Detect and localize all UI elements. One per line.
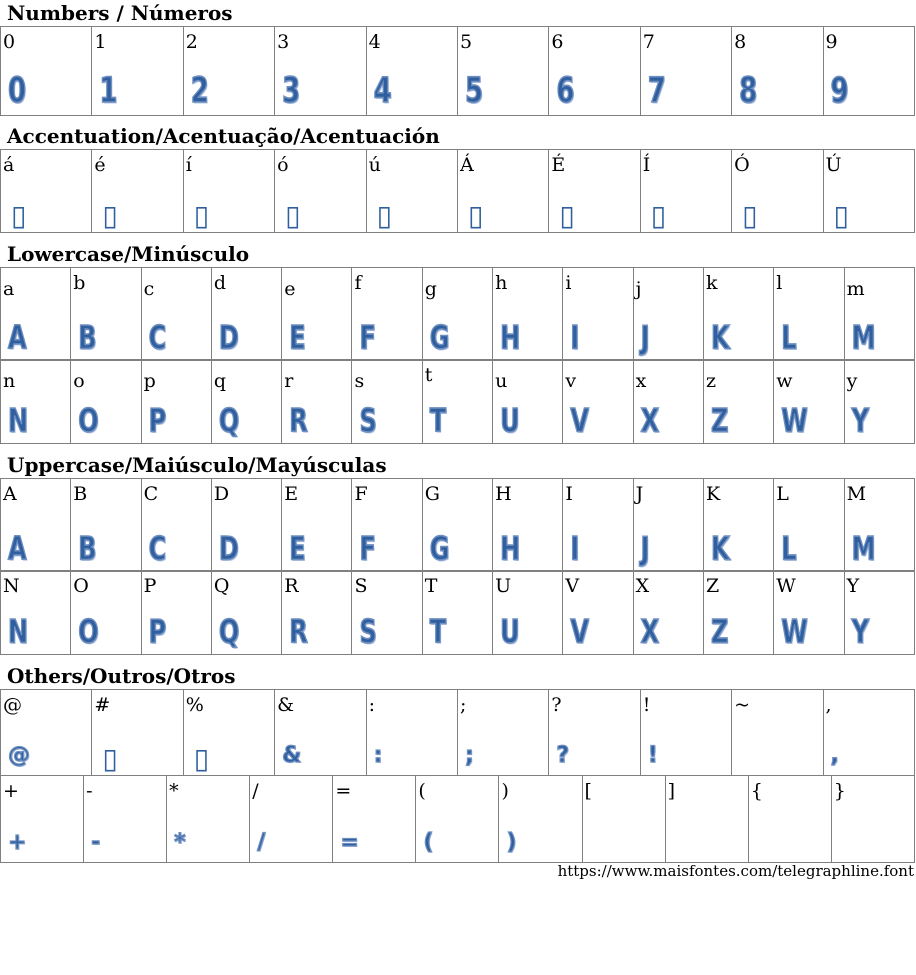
glyph-cell [457, 690, 548, 776]
glyph-label: R [284, 575, 299, 597]
lowercase-grid-1 [0, 267, 915, 361]
glyph-cell [71, 268, 141, 361]
glyph-cell [211, 268, 281, 361]
glyph-label: 4 [368, 31, 381, 53]
glyph-cell [774, 479, 844, 572]
glyph-cell [422, 479, 492, 572]
glyph-label: ! [642, 694, 651, 716]
font-glyph: ; [464, 743, 474, 768]
glyph-label: # [94, 694, 111, 716]
glyph-cell [141, 268, 211, 361]
font-glyph: 4 [373, 71, 392, 112]
glyph-cell [92, 27, 183, 116]
font-glyph: Z [710, 401, 729, 440]
glyph-label: w [776, 370, 793, 392]
font-glyph: M [851, 318, 876, 357]
glyph-cell [141, 571, 211, 655]
glyph-cell [183, 690, 274, 776]
glyph-label: M [846, 483, 867, 505]
glyph-label: B [73, 483, 88, 505]
font-glyph: ▯ [193, 199, 210, 232]
font-glyph: O [78, 612, 99, 651]
glyph-label: U [495, 575, 512, 597]
glyph-cell [333, 776, 416, 863]
glyph-cell [1, 360, 71, 444]
glyph-cell [640, 27, 731, 116]
font-glyph: 0 [8, 71, 27, 112]
glyph-label: 2 [185, 31, 198, 53]
numbers-grid [0, 26, 915, 116]
glyph-cell [183, 27, 274, 116]
glyph-cell [703, 268, 773, 361]
font-glyph: 6 [556, 71, 575, 112]
glyph-label: 8 [734, 31, 747, 53]
glyph-label: F [354, 483, 368, 505]
glyph-cell [71, 479, 141, 572]
glyph-label: Ú [825, 154, 842, 176]
glyph-cell [366, 27, 457, 116]
font-glyph: B [78, 318, 97, 357]
font-glyph: H [500, 318, 521, 357]
glyph-cell [823, 690, 914, 776]
font-glyph: A [8, 318, 27, 357]
font-glyph: ▯ [467, 199, 484, 232]
glyph-label: ; [459, 694, 467, 716]
lowercase-grid-2 [0, 359, 915, 444]
glyph-label: d [213, 272, 227, 294]
glyph-label: o [73, 370, 85, 392]
font-glyph: R [289, 612, 308, 651]
section-title-lowercase: Lowercase/Minúsculo [7, 242, 250, 266]
font-glyph: E [289, 318, 306, 357]
glyph-label: @ [3, 694, 22, 716]
glyph-label: H [495, 483, 512, 505]
font-glyph: R [289, 401, 308, 440]
glyph-cell [844, 571, 914, 655]
section-title-others: Others/Outros/Otros [7, 664, 236, 688]
glyph-label: D [213, 483, 230, 505]
font-glyph: + [8, 830, 27, 855]
glyph-label: í [185, 154, 192, 176]
glyph-label: x [635, 370, 647, 392]
section-title-uppercase: Uppercase/Maiúsculo/Mayúsculas [7, 453, 387, 477]
glyph-cell [493, 268, 563, 361]
glyph-label: N [3, 575, 20, 597]
glyph-label: f [354, 272, 362, 294]
glyph-label: 1 [94, 31, 107, 53]
font-glyph: - [91, 830, 101, 855]
glyph-label: k [705, 272, 718, 294]
glyph-label: , [825, 694, 832, 716]
glyph-label: ) [501, 780, 509, 802]
glyph-label: Z [705, 575, 720, 597]
accents-grid [0, 149, 915, 233]
glyph-label: Y [846, 575, 860, 597]
glyph-cell [211, 571, 281, 655]
font-glyph: H [500, 529, 521, 568]
font-glyph: W [781, 612, 808, 651]
glyph-label: a [3, 278, 15, 300]
source-url[interactable]: https://www.maisfontes.com/telegraphline.font [557, 862, 914, 880]
font-glyph: T [429, 401, 447, 440]
glyph-cell [633, 268, 703, 361]
glyph-label: q [213, 370, 227, 392]
glyph-label: I [565, 483, 573, 505]
font-glyph: N [8, 612, 29, 651]
font-glyph: Q [218, 612, 240, 651]
glyph-cell [732, 27, 823, 116]
font-glyph: I [570, 318, 580, 357]
font-glyph: 5 [464, 71, 484, 112]
glyph-cell [563, 479, 633, 572]
glyph-cell [1, 150, 92, 233]
glyph-label: E [284, 483, 299, 505]
glyph-cell [1, 571, 71, 655]
glyph-label: Í [642, 154, 651, 176]
glyph-cell [167, 776, 250, 863]
uppercase-grid-2 [0, 570, 915, 655]
glyph-label: : [368, 694, 375, 716]
font-glyph: M [851, 529, 876, 568]
font-glyph: B [78, 529, 97, 568]
glyph-cell [275, 690, 366, 776]
glyph-cell [549, 690, 640, 776]
font-glyph: ▯ [102, 199, 118, 232]
glyph-cell [732, 150, 823, 233]
glyph-label: G [424, 483, 440, 505]
glyph-cell [633, 571, 703, 655]
font-glyph: E [289, 529, 306, 568]
font-glyph: Y [851, 401, 869, 440]
font-glyph: F [359, 318, 376, 357]
glyph-cell [1, 776, 84, 863]
font-glyph: 1 [99, 71, 118, 112]
glyph-cell [275, 27, 366, 116]
font-glyph: S [359, 401, 377, 440]
glyph-label: V [565, 575, 580, 597]
glyph-cell [774, 268, 844, 361]
font-glyph: T [429, 612, 447, 651]
font-glyph: G [429, 318, 450, 357]
glyph-label: 9 [825, 31, 838, 53]
font-glyph: ▯ [559, 199, 575, 232]
glyph-label: P [143, 575, 157, 597]
glyph-label: K [705, 483, 721, 505]
glyph-cell [366, 690, 457, 776]
glyph-label: p [143, 370, 156, 392]
font-glyph: = [340, 830, 359, 855]
section-title-accents: Accentuation/Acentuação/Acentuación [7, 124, 440, 148]
glyph-cell [1, 479, 71, 572]
glyph-label: i [565, 272, 572, 294]
font-glyph: 9 [830, 71, 849, 112]
glyph-cell [282, 268, 352, 361]
glyph-cell [493, 479, 563, 572]
uppercase-grid-1 [0, 478, 915, 572]
font-glyph: D [218, 529, 239, 568]
glyph-label: T [424, 575, 438, 597]
glyph-cell [416, 776, 499, 863]
glyph-label: J [635, 483, 644, 505]
glyph-label: Q [213, 575, 230, 597]
glyph-cell [774, 571, 844, 655]
font-glyph: G [429, 529, 450, 568]
glyph-cell [732, 690, 823, 776]
font-glyph: U [500, 401, 520, 440]
glyph-label: X [635, 575, 650, 597]
glyph-cell [366, 150, 457, 233]
glyph-label: É [551, 154, 566, 176]
glyph-label: ( [418, 780, 426, 802]
glyph-cell [92, 150, 183, 233]
glyph-cell [493, 571, 563, 655]
glyph-cell [563, 360, 633, 444]
font-glyph: W [781, 401, 808, 440]
glyph-cell [1, 268, 71, 361]
font-glyph: ▯ [833, 199, 849, 232]
glyph-cell [352, 571, 422, 655]
glyph-label: + [3, 780, 19, 802]
glyph-label: 5 [459, 31, 473, 53]
glyph-cell [499, 776, 582, 863]
glyph-cell [141, 479, 211, 572]
font-glyph: 3 [282, 71, 301, 112]
font-glyph: / [257, 830, 266, 855]
section-title-numbers: Numbers / Números [7, 1, 233, 25]
glyph-label: A [3, 483, 17, 505]
glyph-cell [582, 776, 665, 863]
font-glyph: ▯ [742, 199, 758, 232]
font-glyph: @ [8, 743, 30, 768]
font-glyph: 8 [739, 71, 758, 112]
glyph-cell [282, 479, 352, 572]
glyph-label: b [73, 272, 86, 294]
glyph-label: t [424, 364, 433, 386]
font-glyph: V [570, 612, 589, 651]
glyph-cell [549, 150, 640, 233]
glyph-label: c [143, 278, 155, 300]
glyph-label: v [565, 370, 577, 392]
font-glyph: D [218, 318, 239, 357]
font-glyph: O [78, 401, 99, 440]
glyph-cell [1, 690, 92, 776]
glyph-label: 0 [3, 31, 16, 53]
font-glyph: K [710, 318, 730, 357]
font-glyph: Q [218, 401, 240, 440]
glyph-cell [640, 150, 731, 233]
glyph-cell [633, 360, 703, 444]
glyph-cell [352, 479, 422, 572]
glyph-label: h [495, 272, 508, 294]
glyph-label: n [3, 370, 16, 392]
glyph-cell [141, 360, 211, 444]
glyph-label: Á [459, 154, 474, 176]
glyph-label: ~ [734, 694, 751, 716]
glyph-label: [ [584, 780, 592, 802]
glyph-label: = [335, 780, 352, 802]
glyph-label: - [86, 780, 93, 802]
glyph-label: g [424, 278, 437, 300]
glyph-label: * [169, 780, 179, 802]
font-glyph: ? [556, 743, 570, 768]
glyph-cell [823, 27, 914, 116]
glyph-cell [844, 360, 914, 444]
glyph-label: s [354, 370, 365, 392]
glyph-label: y [846, 370, 858, 392]
font-glyph: ▯ [102, 742, 118, 775]
font-glyph: Z [710, 612, 729, 651]
glyph-label: á [3, 154, 15, 176]
glyph-label: 3 [277, 31, 290, 53]
glyph-label: / [252, 780, 259, 802]
glyph-label: ? [551, 694, 562, 716]
glyph-cell [493, 360, 563, 444]
glyph-label: l [776, 272, 783, 294]
glyph-cell [640, 690, 731, 776]
glyph-label: ú [368, 154, 381, 176]
font-glyph: , [830, 743, 839, 768]
font-glyph: L [781, 529, 797, 568]
glyph-cell [352, 268, 422, 361]
font-glyph: I [570, 529, 580, 568]
glyph-cell [282, 360, 352, 444]
glyph-cell [282, 571, 352, 655]
font-glyph: ▯ [285, 199, 301, 232]
glyph-cell [211, 360, 281, 444]
font-glyph: U [500, 612, 520, 651]
glyph-label: ] [667, 780, 676, 802]
glyph-cell [844, 479, 914, 572]
font-glyph: ( [423, 830, 434, 855]
glyph-cell [748, 776, 831, 863]
font-glyph: C [148, 318, 167, 357]
glyph-label: { [750, 780, 763, 802]
glyph-label: j [635, 278, 642, 300]
others-grid-2 [0, 775, 915, 863]
glyph-cell [84, 776, 167, 863]
glyph-cell [352, 360, 422, 444]
glyph-cell [71, 360, 141, 444]
font-glyph: X [640, 401, 660, 440]
glyph-cell [823, 150, 914, 233]
font-glyph: J [640, 529, 650, 568]
font-glyph: K [710, 529, 730, 568]
font-glyph: N [8, 401, 29, 440]
font-glyph: P [148, 401, 167, 440]
font-glyph: V [570, 401, 589, 440]
glyph-cell [563, 571, 633, 655]
glyph-label: é [94, 154, 106, 176]
font-glyph: ▯ [193, 742, 210, 775]
font-glyph: * [174, 830, 186, 855]
glyph-label: L [776, 483, 789, 505]
glyph-cell [250, 776, 333, 863]
glyph-label: 6 [551, 31, 564, 53]
glyph-cell [422, 571, 492, 655]
glyph-cell [703, 479, 773, 572]
font-glyph: S [359, 612, 377, 651]
glyph-label: C [143, 483, 159, 505]
glyph-cell [665, 776, 748, 863]
font-glyph: X [640, 612, 660, 651]
font-glyph: ! [647, 743, 658, 768]
glyph-cell [457, 150, 548, 233]
others-grid-1 [0, 689, 915, 776]
glyph-label: 7 [642, 31, 655, 53]
glyph-label: O [73, 575, 89, 597]
glyph-label: z [705, 370, 716, 392]
glyph-label: ó [277, 154, 289, 176]
glyph-cell [71, 571, 141, 655]
glyph-cell [703, 571, 773, 655]
glyph-cell [422, 360, 492, 444]
font-glyph: ▯ [650, 199, 667, 232]
glyph-label: Ó [734, 154, 750, 176]
glyph-cell [183, 150, 274, 233]
glyph-cell [92, 690, 183, 776]
font-glyph: ) [506, 830, 517, 855]
font-glyph: A [8, 529, 27, 568]
font-glyph: : [373, 743, 383, 768]
glyph-label: m [846, 278, 865, 300]
glyph-cell [1, 27, 92, 116]
glyph-label: } [833, 780, 846, 802]
font-glyph: C [148, 529, 167, 568]
glyph-label: u [495, 370, 508, 392]
glyph-cell [549, 27, 640, 116]
font-glyph: F [359, 529, 376, 568]
font-glyph: L [781, 318, 797, 357]
font-glyph: J [640, 318, 650, 357]
glyph-cell [844, 268, 914, 361]
glyph-cell [633, 479, 703, 572]
font-glyph: P [148, 612, 167, 651]
glyph-label: r [284, 370, 294, 392]
glyph-cell [457, 27, 548, 116]
glyph-label: W [776, 575, 796, 597]
glyph-cell [563, 268, 633, 361]
glyph-cell [275, 150, 366, 233]
glyph-cell [703, 360, 773, 444]
glyph-label: S [354, 575, 368, 597]
glyph-label: & [277, 694, 295, 716]
font-glyph: & [282, 743, 302, 768]
glyph-cell [774, 360, 844, 444]
glyph-label: e [284, 278, 296, 300]
font-glyph: 2 [190, 71, 209, 112]
glyph-cell [211, 479, 281, 572]
glyph-label: % [185, 694, 204, 716]
font-glyph: ▯ [376, 199, 392, 232]
font-glyph: Y [851, 612, 869, 651]
font-glyph: 7 [647, 71, 666, 112]
glyph-cell [422, 268, 492, 361]
glyph-cell [831, 776, 914, 863]
font-glyph: ▯ [11, 199, 27, 232]
